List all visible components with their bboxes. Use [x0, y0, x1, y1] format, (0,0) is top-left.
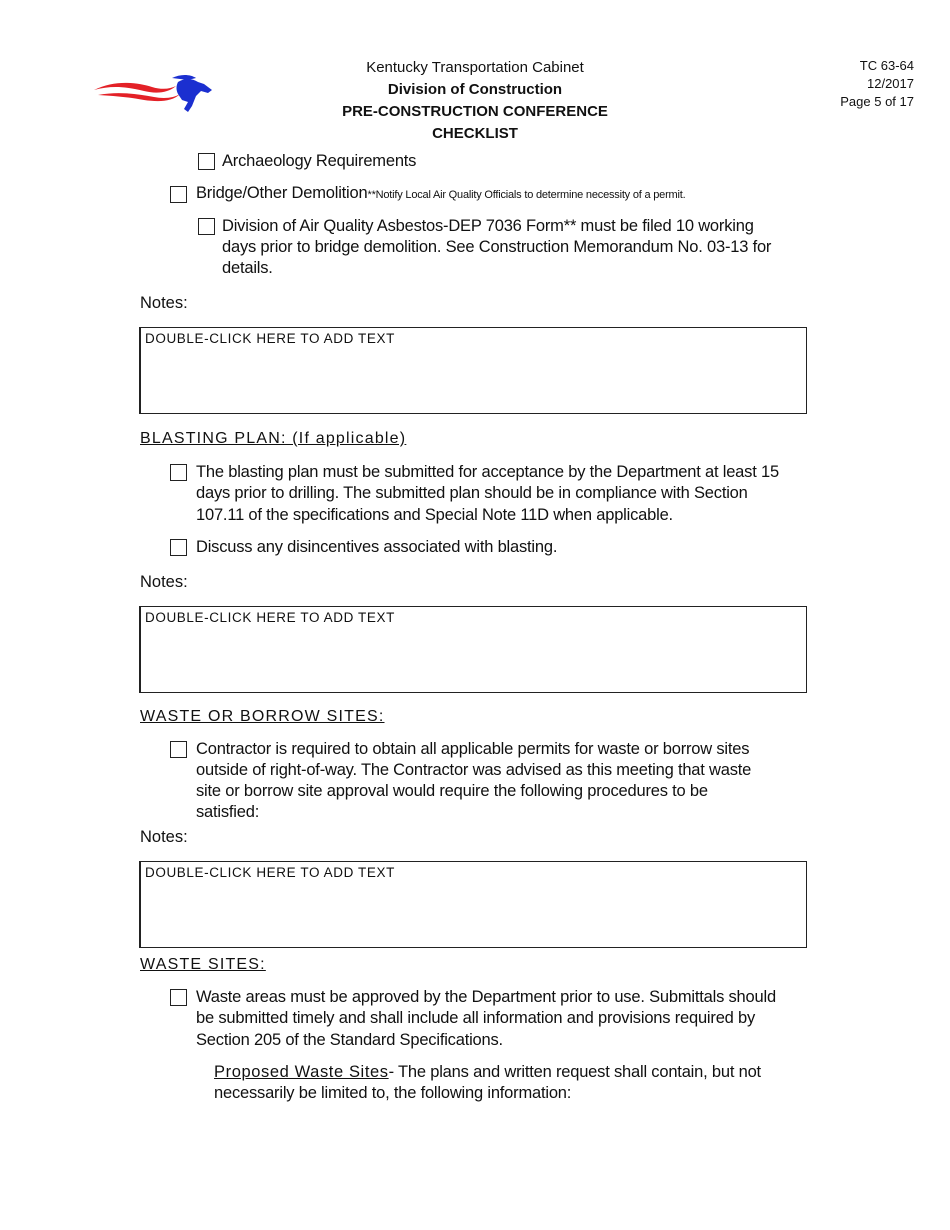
asbestos-line-3: details. — [222, 259, 273, 277]
logo-red-stripe-bottom — [98, 93, 180, 101]
blasting-plan-heading: BLASTING PLAN: (If applicable) — [140, 430, 407, 447]
proposed-waste-sites-line-2: necessarily be limited to, the following information: — [214, 1084, 572, 1102]
waste-sites-heading: WASTE SITES: — [140, 956, 266, 973]
waste-borrow-line-2: outside of right-of-way. The Contractor was advised as this meeting that waste — [196, 761, 752, 779]
blasting-item1-line-3: 107.11 of the specifications and Special Note 11D when applicable. — [196, 506, 673, 524]
waste-borrow-line-4: satisfied: — [196, 803, 260, 821]
notes-label-1: Notes: — [140, 294, 188, 312]
proposed-waste-sites-label: Proposed Waste Sites — [214, 1063, 389, 1081]
archaeology-label: Archaeology Requirements — [222, 152, 417, 170]
checkbox-waste-borrow-permits[interactable] — [170, 741, 187, 758]
bridge-demolition-item — [196, 183, 685, 206]
checkbox-waste-areas[interactable] — [170, 989, 187, 1006]
textbox-placeholder: DOUBLE-CLICK HERE TO ADD TEXT — [145, 331, 395, 346]
notes-textbox-blasting[interactable] — [139, 606, 807, 693]
logo-blue-mane — [172, 75, 196, 80]
asbestos-line-1: Division of Air Quality Asbestos-DEP 7036 Form** must be filed 10 working — [222, 217, 754, 235]
header-center — [300, 57, 650, 145]
blasting-item1-line-2: days prior to drilling. The submitted plan should be in compliance with Section — [196, 484, 748, 502]
waste-borrow-line-3: site or borrow site approval would require the following procedures to be — [196, 782, 708, 800]
header-right — [774, 57, 914, 111]
checkbox-asbestos-form[interactable] — [198, 218, 215, 235]
waste-sites-line-3: Section 205 of the Standard Specifications. — [196, 1031, 503, 1049]
blasting-item2: Discuss any disincentives associated with blasting. — [196, 538, 558, 556]
form-date: 12/2017 — [867, 76, 914, 91]
proposed-waste-sites-text: - The plans and written request shall contain, but not — [388, 1063, 761, 1081]
bridge-demolition-label: Bridge/Other Demolition — [196, 184, 368, 202]
page-number: Page 5 of 17 — [840, 94, 914, 109]
checkbox-bridge-demolition[interactable] — [170, 186, 187, 203]
blasting-item1-line-1: The blasting plan must be submitted for acceptance by the Department at least 15 — [196, 463, 779, 481]
notes-label-2: Notes: — [140, 573, 188, 591]
notes-textbox-demolition[interactable] — [139, 327, 807, 414]
form-number: TC 63-64 — [859, 58, 914, 73]
checkbox-archaeology[interactable] — [198, 153, 215, 170]
proposed-waste-sites-line-1 — [214, 1062, 761, 1083]
waste-borrow-heading: WASTE OR BORROW SITES: — [140, 708, 385, 725]
checkbox-blasting-plan[interactable] — [170, 464, 187, 481]
bridge-demolition-note: **Notify Local Air Quality Officials to determine necessity of a permit. — [367, 189, 686, 201]
asbestos-line-2: days prior to bridge demolition. See Construction Memorandum No. 03-13 for — [222, 238, 772, 256]
textbox-placeholder: DOUBLE-CLICK HERE TO ADD TEXT — [145, 865, 395, 880]
notes-textbox-waste-borrow[interactable] — [139, 861, 807, 948]
waste-sites-line-2: be submitted timely and shall include all information and provisions required by — [196, 1009, 756, 1027]
agency-name: Kentucky Transportation Cabinet — [366, 59, 584, 76]
kytc-logo — [92, 72, 216, 118]
checkbox-blasting-disincentives[interactable] — [170, 539, 187, 556]
logo-blue-horse — [177, 79, 213, 112]
notes-label-3: Notes: — [140, 828, 188, 846]
waste-borrow-line-1: Contractor is required to obtain all applicable permits for waste or borrow sites — [196, 740, 750, 758]
division-name: Division of Construction — [387, 81, 563, 98]
logo-red-stripe-top — [94, 83, 176, 93]
textbox-placeholder: DOUBLE-CLICK HERE TO ADD TEXT — [145, 610, 395, 625]
waste-sites-line-1: Waste areas must be approved by the Department prior to use. Submittals should — [196, 988, 776, 1006]
form-title: PRE-CONSTRUCTION CONFERENCE CHECKLIST — [342, 103, 608, 142]
